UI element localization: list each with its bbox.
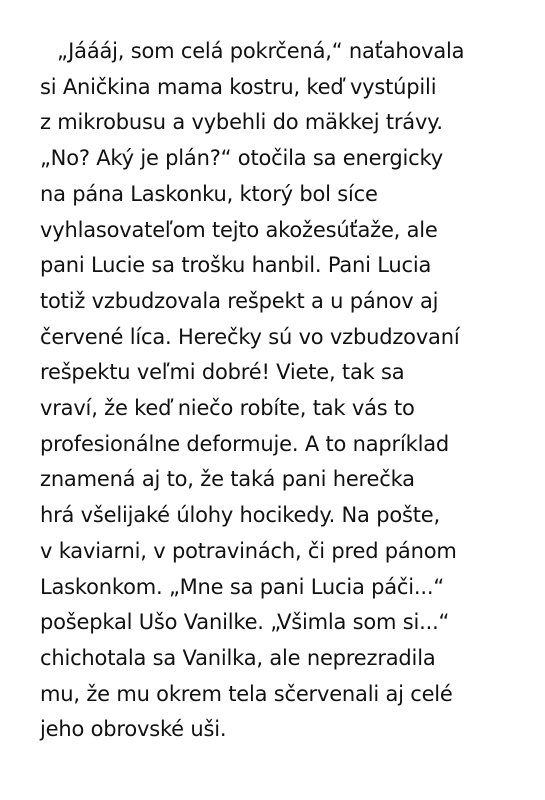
text-line: v kaviarni, v potravinách, či pred pánom xyxy=(40,538,457,563)
text-line: na pána Laskonku, ktorý bol síce xyxy=(40,181,378,206)
text-line: z mikrobusu a vybehli do mäkkej trávy. xyxy=(40,110,443,135)
text-line: rešpektu veľmi dobré! Viete, tak sa xyxy=(40,360,405,385)
text-line: „No? Aký je plán?“ otočila sa energicky xyxy=(40,146,443,171)
text-line: vyhlasovateľom tejto akožesúťaže, ale xyxy=(40,217,438,242)
body-paragraph xyxy=(40,34,530,748)
text-line: červené líca. Herečky sú vo vzbudzovaní xyxy=(40,324,460,349)
text-line: vraví, že keď niečo robíte, tak vás to xyxy=(40,396,415,421)
text-line: totiž vzbudzovala rešpekt a u pánov aj xyxy=(40,288,439,313)
text-line: chichotala sa Vanilka, ale neprezradila xyxy=(40,645,436,670)
text-line: si Aničkina mama kostru, keď vystúpili xyxy=(40,74,437,99)
text-line: znamená aj to, že taká pani herečka xyxy=(40,467,415,492)
text-line: profesionálne deformuje. A to napríklad xyxy=(40,431,450,456)
text-line: „Jáááj, som celá pokrčená,“ naťahovala xyxy=(57,39,465,63)
text-line: mu, že mu okrem tela sčervenali aj celé xyxy=(40,681,453,706)
text-line: pani Lucie sa trošku hanbil. Pani Lucia xyxy=(40,253,432,278)
text-line: jeho obrovské uši. xyxy=(40,717,227,742)
text-line: Laskonkom. „Mne sa pani Lucia páči...“ xyxy=(40,574,445,599)
text-line: pošepkal Ušo Vanilke. „Všimla som si...“ xyxy=(40,610,450,635)
text-line: hrá všelijaké úlohy hocikedy. Na pošte, xyxy=(40,503,440,528)
